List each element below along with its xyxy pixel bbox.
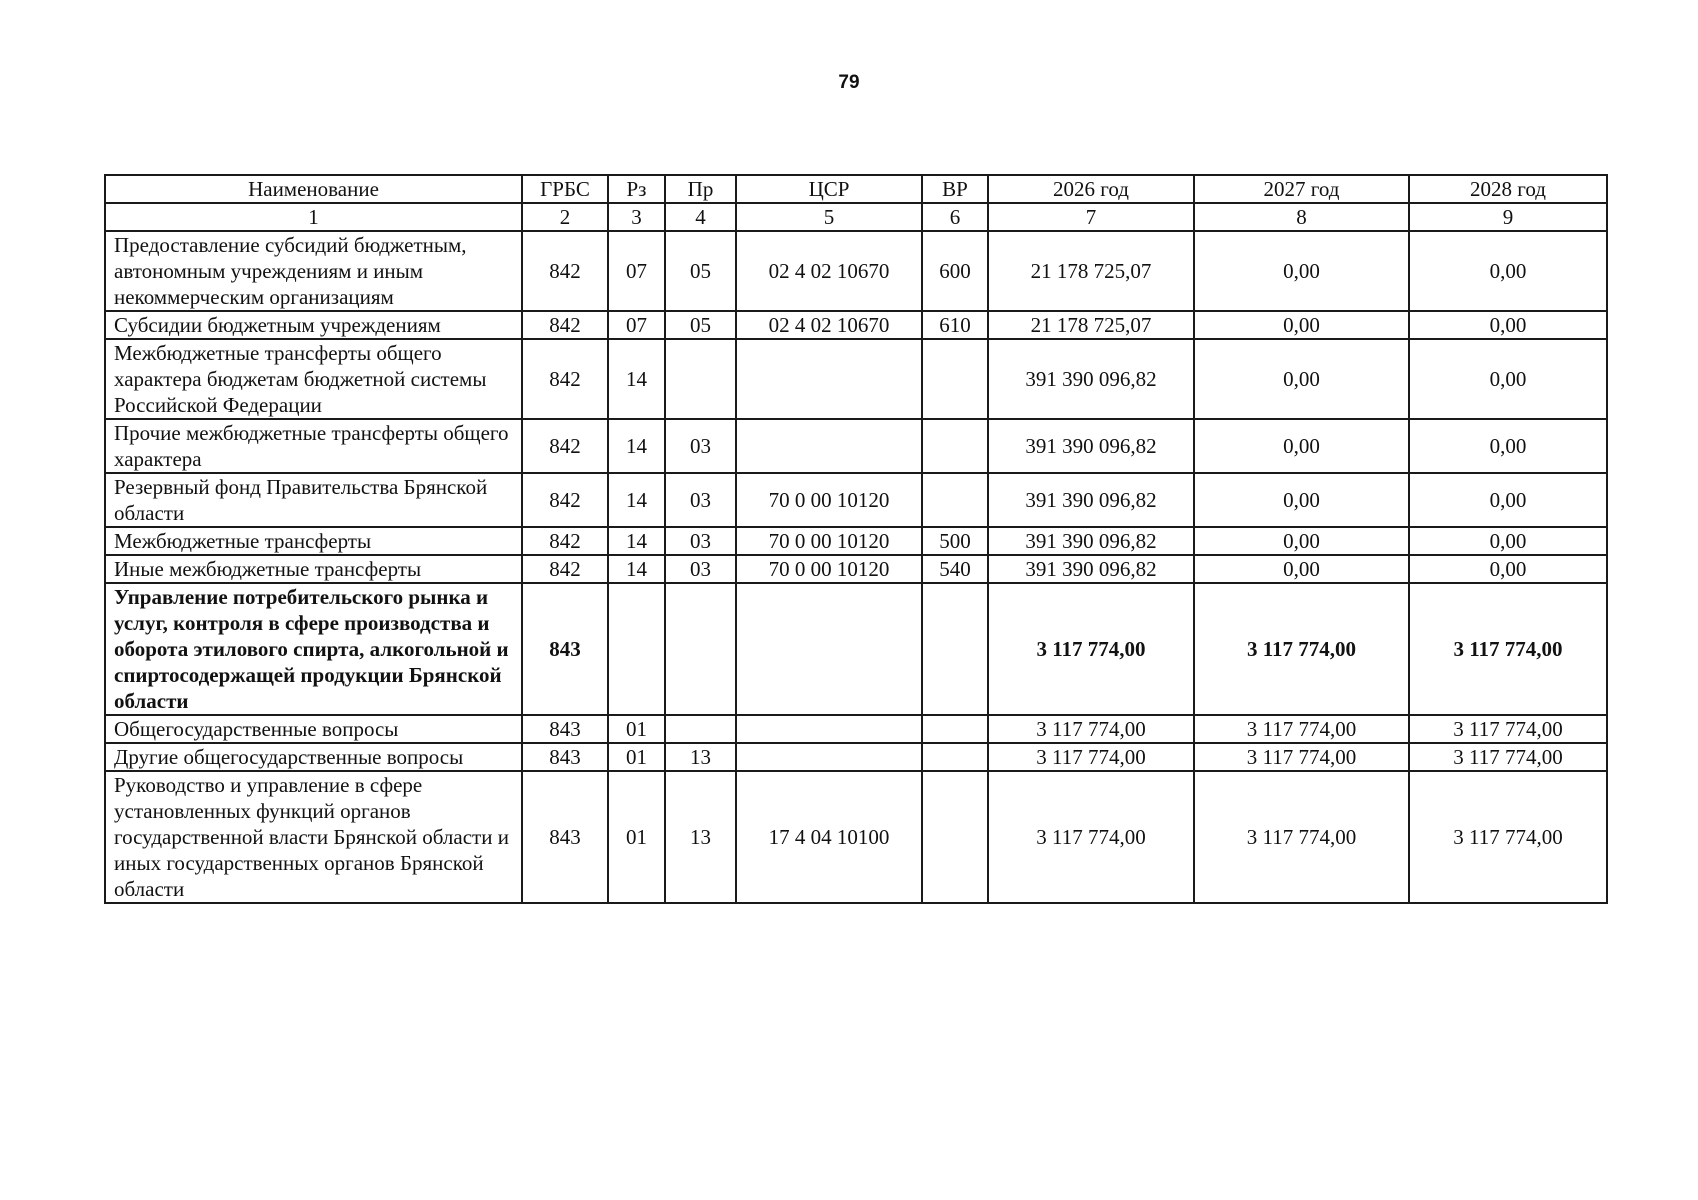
row-name: Общегосударственные вопросы [105,715,522,743]
row-rz [608,583,665,715]
column-number: 1 [105,203,522,231]
header-rz: Рз [608,175,665,203]
column-number: 7 [988,203,1194,231]
row-2028: 3 117 774,00 [1409,771,1607,903]
row-grbs: 843 [522,771,608,903]
table-row [105,311,1607,339]
column-number: 5 [736,203,922,231]
row-2028: 0,00 [1409,339,1607,419]
row-rz: 14 [608,419,665,473]
row-2026: 21 178 725,07 [988,311,1194,339]
header-2026: 2026 год [988,175,1194,203]
table-row [105,583,1607,715]
row-2026: 391 390 096,82 [988,555,1194,583]
row-vr: 610 [922,311,988,339]
row-grbs: 843 [522,583,608,715]
row-2027: 3 117 774,00 [1194,771,1409,903]
row-csr: 70 0 00 10120 [736,555,922,583]
row-vr [922,771,988,903]
row-rz: 14 [608,555,665,583]
row-rz: 01 [608,771,665,903]
row-rz: 14 [608,527,665,555]
row-csr [736,715,922,743]
row-2027: 0,00 [1194,231,1409,311]
row-pr [665,339,736,419]
row-csr [736,743,922,771]
row-grbs: 842 [522,527,608,555]
row-name: Предоставление субсидий бюджетным, автономным учреждениям и иным некоммерческим организациям [105,231,522,311]
column-number: 8 [1194,203,1409,231]
table-row [105,527,1607,555]
row-vr: 500 [922,527,988,555]
row-2027: 0,00 [1194,473,1409,527]
header-2027: 2027 год [1194,175,1409,203]
row-name: Резервный фонд Правительства Брянской области [105,473,522,527]
row-pr: 03 [665,527,736,555]
row-csr: 70 0 00 10120 [736,473,922,527]
row-pr: 05 [665,311,736,339]
row-name: Управление потребительского рынка и услуг, контроля в сфере производства и оборота этилового спирта, алкогольной и спиртосодержащей продукции Брянской области [105,583,522,715]
row-2027: 0,00 [1194,419,1409,473]
row-name: Другие общегосударственные вопросы [105,743,522,771]
row-grbs: 842 [522,231,608,311]
column-number: 4 [665,203,736,231]
column-number-row [105,203,1607,231]
row-rz: 14 [608,473,665,527]
row-vr [922,715,988,743]
row-csr [736,419,922,473]
row-rz: 01 [608,715,665,743]
row-name: Межбюджетные трансферты [105,527,522,555]
row-pr: 03 [665,555,736,583]
row-pr [665,715,736,743]
row-2028: 3 117 774,00 [1409,583,1607,715]
row-2027: 0,00 [1194,555,1409,583]
row-csr: 70 0 00 10120 [736,527,922,555]
row-2026: 391 390 096,82 [988,419,1194,473]
row-grbs: 842 [522,311,608,339]
row-pr: 03 [665,419,736,473]
row-grbs: 842 [522,419,608,473]
row-rz: 01 [608,743,665,771]
row-rz: 07 [608,311,665,339]
row-2026: 391 390 096,82 [988,339,1194,419]
row-vr [922,743,988,771]
row-csr [736,583,922,715]
column-number: 3 [608,203,665,231]
row-csr: 02 4 02 10670 [736,231,922,311]
row-rz: 07 [608,231,665,311]
header-vr: ВР [922,175,988,203]
row-2028: 0,00 [1409,231,1607,311]
row-name: Субсидии бюджетным учреждениям [105,311,522,339]
header-row [105,175,1607,203]
row-2027: 3 117 774,00 [1194,715,1409,743]
table-row [105,339,1607,419]
table-row [105,715,1607,743]
row-2026: 391 390 096,82 [988,527,1194,555]
column-number: 2 [522,203,608,231]
header-grbs: ГРБС [522,175,608,203]
row-2026: 391 390 096,82 [988,473,1194,527]
row-rz: 14 [608,339,665,419]
row-name: Иные межбюджетные трансферты [105,555,522,583]
row-grbs: 842 [522,555,608,583]
row-pr [665,583,736,715]
row-2028: 0,00 [1409,527,1607,555]
row-name: Межбюджетные трансферты общего характера бюджетам бюджетной системы Российской Федерации [105,339,522,419]
table-row [105,743,1607,771]
table-row [105,231,1607,311]
column-number: 9 [1409,203,1607,231]
row-pr: 13 [665,771,736,903]
row-2026: 21 178 725,07 [988,231,1194,311]
header-2028: 2028 год [1409,175,1607,203]
header-name: Наименование [105,175,522,203]
column-number: 6 [922,203,988,231]
row-2027: 3 117 774,00 [1194,743,1409,771]
row-pr: 13 [665,743,736,771]
table-body [105,231,1607,903]
row-vr: 540 [922,555,988,583]
page-number: 79 [838,72,860,93]
row-vr [922,473,988,527]
row-2028: 3 117 774,00 [1409,743,1607,771]
row-csr: 17 4 04 10100 [736,771,922,903]
row-2028: 0,00 [1409,419,1607,473]
row-2026: 3 117 774,00 [988,583,1194,715]
row-2027: 0,00 [1194,339,1409,419]
budget-table [104,174,1608,904]
header-csr: ЦСР [736,175,922,203]
row-grbs: 842 [522,339,608,419]
table-row [105,555,1607,583]
header-pr: Пр [665,175,736,203]
row-vr: 600 [922,231,988,311]
row-2027: 0,00 [1194,311,1409,339]
row-2026: 3 117 774,00 [988,715,1194,743]
row-vr [922,419,988,473]
row-csr: 02 4 02 10670 [736,311,922,339]
row-2028: 0,00 [1409,473,1607,527]
row-grbs: 843 [522,715,608,743]
row-pr: 03 [665,473,736,527]
row-vr [922,583,988,715]
row-csr [736,339,922,419]
row-pr: 05 [665,231,736,311]
row-2027: 0,00 [1194,527,1409,555]
row-name: Руководство и управление в сфере установленных функций органов государственной власти Брянской области и иных государственных органов Брянской области [105,771,522,903]
table-row [105,771,1607,903]
row-2028: 3 117 774,00 [1409,715,1607,743]
row-2026: 3 117 774,00 [988,743,1194,771]
row-grbs: 842 [522,473,608,527]
row-2026: 3 117 774,00 [988,771,1194,903]
table-row [105,419,1607,473]
row-grbs: 843 [522,743,608,771]
row-name: Прочие межбюджетные трансферты общего характера [105,419,522,473]
row-2028: 0,00 [1409,311,1607,339]
row-2028: 0,00 [1409,555,1607,583]
row-2027: 3 117 774,00 [1194,583,1409,715]
table-row [105,473,1607,527]
row-vr [922,339,988,419]
